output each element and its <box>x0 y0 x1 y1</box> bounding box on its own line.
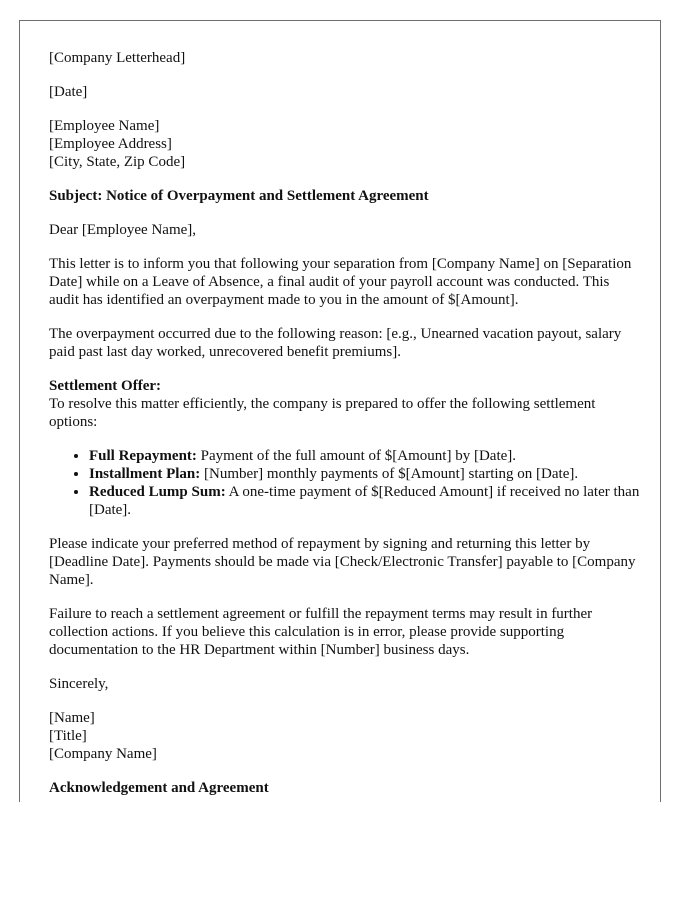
option-label: Reduced Lump Sum: <box>89 484 226 500</box>
recipient-address: [Employee Address] <box>49 136 172 152</box>
settlement-options-list <box>49 447 641 519</box>
failure-paragraph: Failure to reach a settlement agreement or fulfill the repayment terms may result in further collection actions. If you believe this calculation is in error, please provide supporting documentation to the HR Department within [Number] business days. <box>49 606 593 658</box>
option-text: Payment of the full amount of $[Amount] by [Date]. <box>196 448 517 464</box>
option-text: [Number] monthly payments of $[Amount] starting on [Date]. <box>200 466 579 482</box>
settlement-heading: Settlement Offer: <box>49 378 162 394</box>
settlement-section <box>49 377 641 431</box>
recipient-name: [Employee Name] <box>49 118 160 134</box>
signature-title: [Title] <box>49 728 87 744</box>
repayment-paragraph: Please indicate your preferred method of repayment by signing and returning this letter by [Deadline Date]. Payments should be made via [Check/Electronic Transfer] payable to [Company Name]. <box>49 536 636 588</box>
option-reduced-lump-sum <box>89 483 641 519</box>
recipient-block <box>49 117 641 171</box>
letter-date: [Date] <box>49 84 88 100</box>
acknowledgement-heading: Acknowledgement and Agreement <box>49 780 269 796</box>
letter-page <box>19 20 661 802</box>
intro-paragraph: This letter is to inform you that following your separation from [Company Name] on [Separation Date] while on a Leave of Absence, a final audit of your payroll account was conducted. This audit has identified an overpayment made to you in the amount of $[Amount]. <box>49 256 632 308</box>
reason-paragraph: The overpayment occurred due to the following reason: [e.g., Unearned vacation payout, salary paid past last day worked, unrecovered benefit premiums]. <box>49 326 622 360</box>
company-letterhead: [Company Letterhead] <box>49 50 186 66</box>
option-text: A one-time payment of $[Reduced Amount] if received no later than [Date]. <box>89 484 640 518</box>
option-installment-plan <box>89 465 641 483</box>
signature-block <box>49 709 641 763</box>
option-label: Full Repayment: <box>89 448 197 464</box>
letter-content <box>49 49 641 802</box>
option-full-repayment <box>89 447 641 465</box>
signature-company: [Company Name] <box>49 746 157 762</box>
settlement-intro: To resolve this matter efficiently, the company is prepared to offer the following settlement options: <box>49 396 596 430</box>
option-label: Installment Plan: <box>89 466 201 482</box>
signature-name: [Name] <box>49 710 95 726</box>
recipient-city-state-zip: [City, State, Zip Code] <box>49 154 186 170</box>
letter-subject: Subject: Notice of Overpayment and Settlement Agreement <box>49 188 429 204</box>
salutation: Dear [Employee Name], <box>49 222 197 238</box>
closing: Sincerely, <box>49 676 109 692</box>
